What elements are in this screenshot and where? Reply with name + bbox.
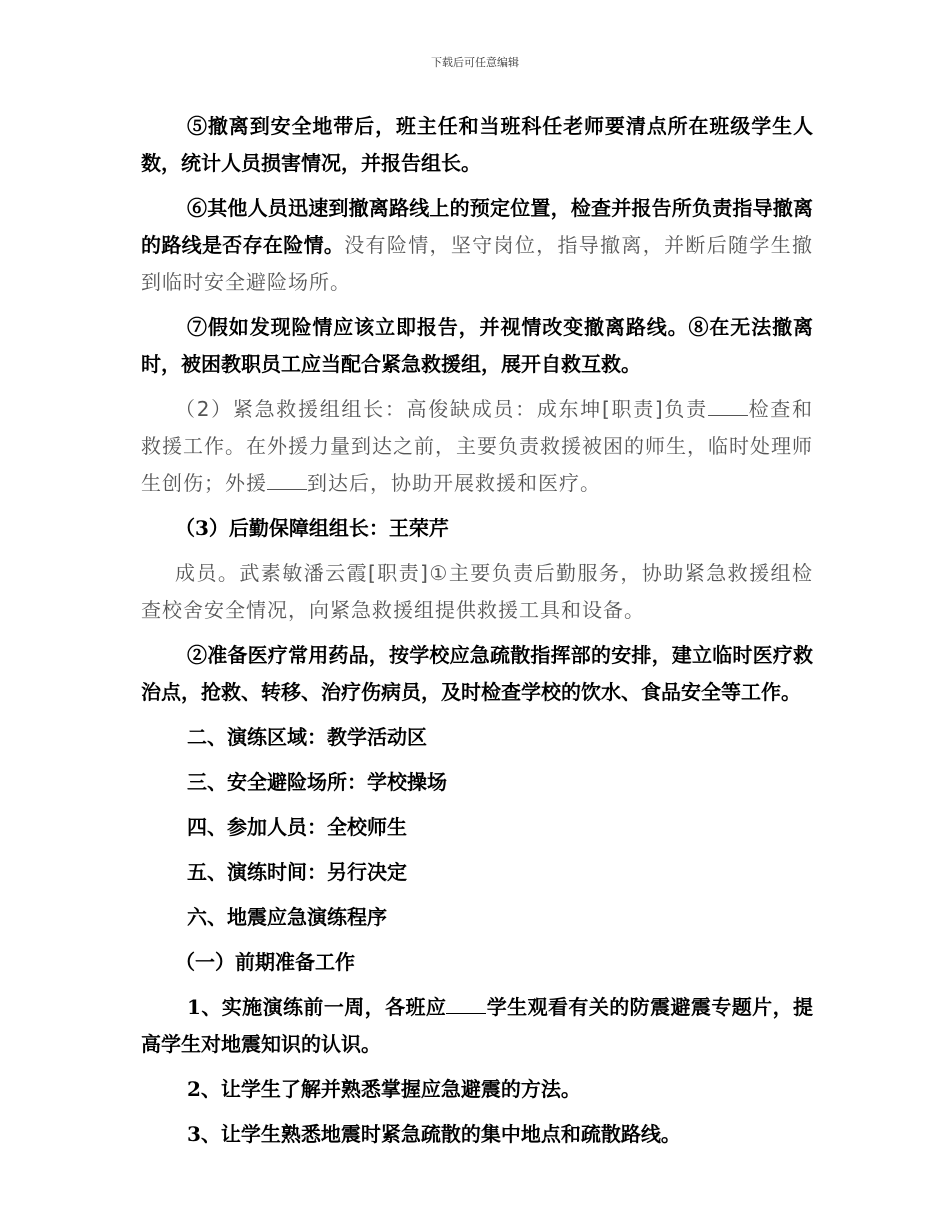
paragraph-evacuation-count: ⑤撤离到安全地带后，班主任和当班科任老师要清点所在班级学生人数，统计人员损害情况，并报告组长。 bbox=[141, 114, 813, 175]
item-3: 3、让学生熟悉地震时紧急疏散的集中地点和疏散路线。 bbox=[187, 1122, 681, 1146]
document-body bbox=[141, 108, 813, 1161]
paragraph-logistics-members: 成员。武素敏潘云霞[职责]①主要负责后勤服务，协助紧急救援组检查校舍安全情况，向紧急救援组提供救援工具和设备。 bbox=[141, 561, 813, 622]
section-safe-place: 三、安全避险场所：学校操场 bbox=[187, 770, 447, 794]
section-participants: 四、参加人员：全校师生 bbox=[187, 815, 407, 839]
rescue-group-part3: 到达后，协助开展救援和医疗。 bbox=[307, 471, 601, 495]
blank-underline bbox=[267, 469, 307, 490]
paragraph-report-danger: ⑦假如发现险情应该立即报告，并视情改变撤离路线。⑧在无法撤离时，被困教职员工应当配合紧急救援组，展开自救互救。 bbox=[141, 315, 813, 376]
item-2: 2、让学生了解并熟悉掌握应急避震的方法。 bbox=[187, 1077, 581, 1101]
heading-logistics-group: （3）后勤保障组组长：王荣芹 bbox=[175, 516, 449, 540]
paragraph-rescue-group bbox=[141, 391, 813, 502]
blank-underline bbox=[708, 395, 748, 416]
paragraph-other-staff-bold: ⑥其他人员迅速到撤离路线上的预定位置，检查并报告所负责指导撤离的路线是否存在险情。 bbox=[141, 196, 813, 257]
section-drill-area: 二、演练区域：教学活动区 bbox=[187, 725, 427, 749]
rescue-group-part2: 检查和救援工作。在外援力量到达之前，主要负责救援被困的师生，临时处理师生创伤；外援 bbox=[141, 397, 813, 495]
item-1 bbox=[141, 989, 813, 1063]
blank-underline bbox=[446, 993, 486, 1014]
item-1-part2: 学生观看有关的防震避震专题片，提高学生对地震知识的认识。 bbox=[141, 995, 814, 1056]
subsection-preparation: （一）前期准备工作 bbox=[175, 950, 355, 974]
page-header: 下载后可任意编辑 bbox=[431, 56, 519, 69]
section-drill-procedure: 六、地震应急演练程序 bbox=[187, 905, 387, 929]
item-1-part1: 1、实施演练前一周，各班应 bbox=[187, 995, 447, 1019]
paragraph-other-staff-light: 没有险情，坚守岗位，指导撤离，并断后随学生撤到临时安全避险场所。 bbox=[141, 233, 814, 294]
rescue-group-part1: （2）紧急救援组组长：高俊缺成员：成东坤[职责]负责 bbox=[175, 397, 708, 421]
paragraph-other-staff bbox=[141, 190, 813, 301]
paragraph-medical-prep: ②准备医疗常用药品，按学校应急疏散指挥部的安排，建立临时医疗救治点，抢救、转移、治疗伤病员，及时检查学校的饮水、食品安全等工作。 bbox=[141, 643, 813, 704]
section-drill-time: 五、演练时间：另行决定 bbox=[187, 860, 407, 884]
